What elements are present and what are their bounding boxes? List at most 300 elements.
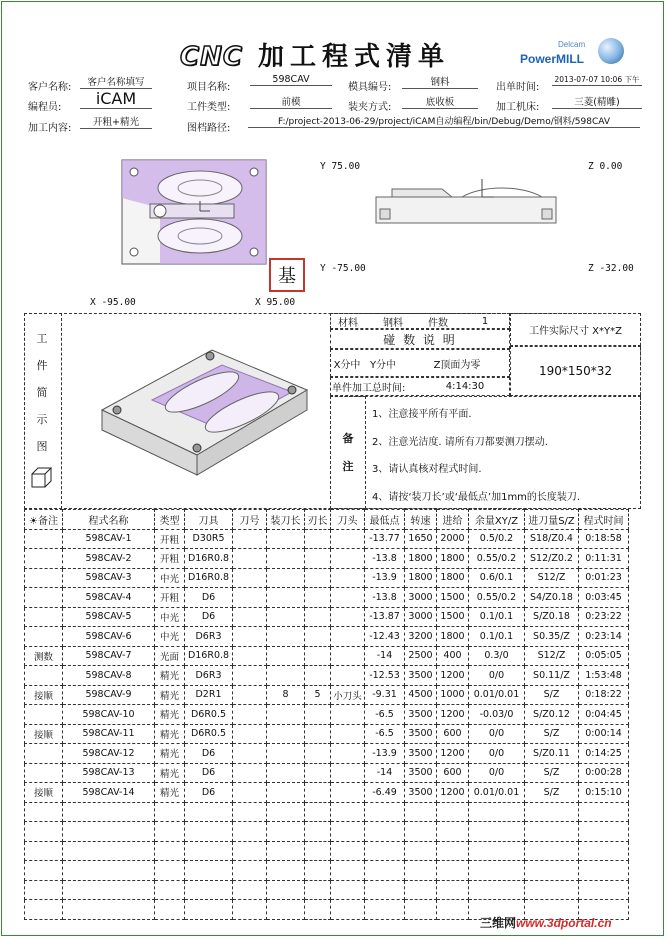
table-cell xyxy=(331,841,365,861)
table-cell: 1000 xyxy=(437,685,469,705)
table-cell xyxy=(233,588,267,608)
table-cell xyxy=(267,763,305,783)
table-cell xyxy=(437,802,469,822)
table-cell xyxy=(579,822,629,842)
column-header: 装刀长 xyxy=(267,510,305,530)
empty-table-row xyxy=(25,802,629,822)
table-cell xyxy=(63,900,155,920)
table-cell xyxy=(305,549,331,569)
table-cell: 0:23:22 xyxy=(579,607,629,627)
table-cell: 0:00:14 xyxy=(579,724,629,744)
mold-label: 模具编号: xyxy=(348,82,392,93)
coord-y-bottom: Y -75.00 xyxy=(320,263,366,274)
title-text: 加工程式清单 xyxy=(257,42,450,72)
table-cell: 598CAV-1 xyxy=(63,529,155,549)
table-cell: 598CAV-6 xyxy=(63,627,155,647)
logo-brand: PowerMILL xyxy=(520,52,585,66)
watermark xyxy=(480,914,612,931)
empty-table-row xyxy=(25,841,629,861)
table-cell: S/Z0.11 xyxy=(525,744,579,764)
logo-sub: Delcam xyxy=(558,40,586,49)
table-cell xyxy=(469,822,525,842)
table-cell xyxy=(267,646,305,666)
remarks-label-cell xyxy=(330,396,366,509)
table-row xyxy=(25,549,629,569)
table-cell xyxy=(185,822,233,842)
table-cell xyxy=(267,666,305,686)
table-cell: -12.43 xyxy=(365,627,405,647)
column-header: 进刀量S/Z xyxy=(525,510,579,530)
table-cell: 0.1/0.1 xyxy=(469,627,525,647)
note-2: 2、注意光洁度. 请所有刀都要测刀摆动. xyxy=(372,437,548,448)
table-cell: 接顺 xyxy=(25,724,63,744)
table-cell xyxy=(305,744,331,764)
table-cell: S12/Z xyxy=(525,568,579,588)
table-cell: S12/Z xyxy=(525,646,579,666)
table-cell: 1:53:48 xyxy=(579,666,629,686)
side-view-drawing xyxy=(372,175,560,230)
table-cell xyxy=(331,724,365,744)
table-cell: 0.5/0.2 xyxy=(469,529,525,549)
table-cell xyxy=(63,861,155,881)
table-cell: D6 xyxy=(185,744,233,764)
table-cell: 精光 xyxy=(155,666,185,686)
table-cell: S18/Z0.4 xyxy=(525,529,579,549)
table-cell: 598CAV-10 xyxy=(63,705,155,725)
path-label: 图档路径: xyxy=(187,123,231,134)
table-cell xyxy=(331,705,365,725)
table-cell: 0:14:25 xyxy=(579,744,629,764)
table-cell: D2R1 xyxy=(185,685,233,705)
table-cell: 0:18:22 xyxy=(579,685,629,705)
table-cell: 598CAV-14 xyxy=(63,783,155,803)
page-title xyxy=(180,36,450,73)
table-cell: 0:04:45 xyxy=(579,705,629,725)
table-cell xyxy=(233,802,267,822)
globe-icon xyxy=(598,38,624,64)
note-1: 1、注意接平所有平面. xyxy=(372,409,472,420)
machine-value: 三菱(精雕) xyxy=(552,94,642,109)
table-cell xyxy=(233,685,267,705)
table-row xyxy=(25,646,629,666)
table-cell xyxy=(25,900,63,920)
table-cell: 精光 xyxy=(155,685,185,705)
table-cell xyxy=(63,822,155,842)
table-cell: 2500 xyxy=(405,646,437,666)
table-cell: 0.3/0 xyxy=(469,646,525,666)
size-value: 190*150*32 xyxy=(538,364,613,378)
table-cell xyxy=(525,841,579,861)
table-cell: -13.87 xyxy=(365,607,405,627)
table-cell xyxy=(25,627,63,647)
table-cell xyxy=(185,861,233,881)
table-cell xyxy=(267,705,305,725)
table-cell: 精光 xyxy=(155,724,185,744)
table-cell: 精光 xyxy=(155,744,185,764)
table-cell xyxy=(365,861,405,881)
table-cell: -13.77 xyxy=(365,529,405,549)
table-cell xyxy=(233,724,267,744)
material-label: 材料 xyxy=(338,317,358,329)
table-cell: 0:11:31 xyxy=(579,549,629,569)
table-cell xyxy=(305,880,331,900)
powermill-logo xyxy=(518,38,628,72)
side-label-3: 简 xyxy=(36,386,48,399)
table-cell: S/Z xyxy=(525,685,579,705)
table-cell: -6.49 xyxy=(365,783,405,803)
table-cell xyxy=(331,880,365,900)
table-cell: 3500 xyxy=(405,744,437,764)
table-row xyxy=(25,627,629,647)
table-cell xyxy=(331,763,365,783)
table-cell xyxy=(405,802,437,822)
table-row xyxy=(25,685,629,705)
table-cell xyxy=(267,549,305,569)
table-cell xyxy=(25,705,63,725)
table-cell: -13.9 xyxy=(365,568,405,588)
table-cell: 600 xyxy=(437,763,469,783)
table-cell: 开粗 xyxy=(155,588,185,608)
table-cell xyxy=(305,841,331,861)
table-cell: D6R0.5 xyxy=(185,705,233,725)
table-cell: 0.1/0.1 xyxy=(469,607,525,627)
note-4: 4、请按‘装刀长’或‘最低点’加1mm的长度装刀. xyxy=(372,492,581,503)
table-cell: S4/Z0.18 xyxy=(525,588,579,608)
table-cell: 测数 xyxy=(25,646,63,666)
table-cell: 1800 xyxy=(405,549,437,569)
table-cell xyxy=(267,588,305,608)
column-header: 刃长 xyxy=(305,510,331,530)
table-cell xyxy=(331,744,365,764)
table-cell xyxy=(25,568,63,588)
coord-x-left: X -95.00 xyxy=(90,297,136,308)
table-cell: 598CAV-5 xyxy=(63,607,155,627)
column-header: 转速 xyxy=(405,510,437,530)
table-cell xyxy=(331,646,365,666)
table-cell xyxy=(305,646,331,666)
content-label: 加工内容: xyxy=(28,123,72,134)
table-cell: S12/Z0.2 xyxy=(525,549,579,569)
table-row xyxy=(25,705,629,725)
table-cell xyxy=(25,588,63,608)
table-cell xyxy=(155,861,185,881)
table-cell: -13.9 xyxy=(365,744,405,764)
table-cell: -13.8 xyxy=(365,549,405,569)
remarks-label-2: 注 xyxy=(342,460,354,473)
table-cell xyxy=(365,841,405,861)
table-cell xyxy=(305,861,331,881)
table-cell: 1800 xyxy=(437,568,469,588)
table-cell: 3200 xyxy=(405,627,437,647)
table-cell: D6 xyxy=(185,783,233,803)
table-cell xyxy=(331,802,365,822)
table-cell: D6 xyxy=(185,763,233,783)
table-cell xyxy=(365,880,405,900)
table-cell: 598CAV-8 xyxy=(63,666,155,686)
table-cell: 3500 xyxy=(405,666,437,686)
table-cell xyxy=(469,880,525,900)
programmer-label: 编程员: xyxy=(28,102,62,113)
table-cell xyxy=(233,822,267,842)
count-value: 1 xyxy=(481,315,489,327)
column-header: 程式时间 xyxy=(579,510,629,530)
table-cell: -0.03/0 xyxy=(469,705,525,725)
table-cell xyxy=(25,744,63,764)
column-header: 刀头 xyxy=(331,510,365,530)
table-cell: 0:18:58 xyxy=(579,529,629,549)
table-cell: 0.6/0.1 xyxy=(469,568,525,588)
table-cell: 0.01/0.01 xyxy=(469,783,525,803)
table-cell: -6.5 xyxy=(365,724,405,744)
table-cell xyxy=(437,880,469,900)
table-row xyxy=(25,724,629,744)
table-cell: 0/0 xyxy=(469,666,525,686)
date-value: 2013-07-07 10:06 下午 xyxy=(552,74,642,86)
table-cell xyxy=(331,627,365,647)
table-cell xyxy=(155,802,185,822)
table-cell xyxy=(267,607,305,627)
table-cell xyxy=(233,763,267,783)
table-cell xyxy=(63,841,155,861)
project-label: 项目名称: xyxy=(187,82,231,93)
table-cell xyxy=(579,841,629,861)
table-cell xyxy=(233,861,267,881)
table-cell xyxy=(525,802,579,822)
table-cell: 3500 xyxy=(405,705,437,725)
table-row xyxy=(25,529,629,549)
customer-value: 客户名称填写 xyxy=(80,74,152,89)
table-cell xyxy=(233,841,267,861)
table-cell: 0.01/0.01 xyxy=(469,685,525,705)
table-cell: D30R5 xyxy=(185,529,233,549)
table-cell: -13.8 xyxy=(365,588,405,608)
table-cell: 接顺 xyxy=(25,685,63,705)
table-cell: 光面 xyxy=(155,646,185,666)
table-row xyxy=(25,744,629,764)
watermark-url: www.3dportal.cn xyxy=(516,916,612,930)
table-row xyxy=(25,607,629,627)
top-view-drawing xyxy=(120,158,270,268)
column-header: 余量XY/Z xyxy=(469,510,525,530)
table-cell xyxy=(437,861,469,881)
table-cell: 1500 xyxy=(437,607,469,627)
table-cell: 3500 xyxy=(405,783,437,803)
table-cell xyxy=(405,900,437,920)
table-cell: 0.55/0.2 xyxy=(469,549,525,569)
time-value: 4:14:30 xyxy=(445,381,485,392)
table-header-row xyxy=(25,510,629,530)
table-cell: 中光 xyxy=(155,627,185,647)
table-cell xyxy=(405,822,437,842)
table-cell xyxy=(267,841,305,861)
size-label: 工件实际尺寸 X*Y*Z xyxy=(529,326,622,337)
table-cell: S0.35/Z xyxy=(525,627,579,647)
table-cell xyxy=(469,802,525,822)
table-cell xyxy=(25,549,63,569)
table-cell xyxy=(305,763,331,783)
table-cell xyxy=(305,627,331,647)
clamp-value: 底收板 xyxy=(402,94,478,109)
remarks-label-1: 备 xyxy=(342,432,354,445)
mold-value: 钢料 xyxy=(402,74,478,89)
table-cell: 3000 xyxy=(405,607,437,627)
table-cell xyxy=(365,822,405,842)
table-cell xyxy=(331,607,365,627)
table-cell: 1200 xyxy=(437,666,469,686)
operations-table xyxy=(24,509,629,920)
table-cell xyxy=(305,568,331,588)
table-cell: 3500 xyxy=(405,763,437,783)
table-cell xyxy=(579,861,629,881)
clamp-label: 装夹方式: xyxy=(348,102,392,113)
column-header: 进给 xyxy=(437,510,469,530)
cube-icon xyxy=(30,466,54,490)
table-cell: 1800 xyxy=(437,549,469,569)
table-cell xyxy=(267,627,305,647)
column-header: ☀备注 xyxy=(25,510,63,530)
path-value: F:/project-2013-06-29/project/iCAM自动编程/bin/Debug/Demo/钢料/598CAV xyxy=(248,114,640,128)
table-cell xyxy=(331,529,365,549)
table-cell xyxy=(155,880,185,900)
table-cell: 598CAV-3 xyxy=(63,568,155,588)
coord-y-top: Y 75.00 xyxy=(320,161,361,172)
table-cell: 5 xyxy=(305,685,331,705)
table-row xyxy=(25,666,629,686)
table-cell xyxy=(331,822,365,842)
table-cell xyxy=(267,822,305,842)
table-cell: 598CAV-9 xyxy=(63,685,155,705)
empty-table-row xyxy=(25,822,629,842)
table-row xyxy=(25,588,629,608)
table-cell: D6 xyxy=(185,588,233,608)
table-cell: 1650 xyxy=(405,529,437,549)
table-cell xyxy=(267,900,305,920)
table-cell xyxy=(525,880,579,900)
coord-x-right: X 95.00 xyxy=(255,297,296,308)
table-cell xyxy=(25,763,63,783)
table-cell xyxy=(233,549,267,569)
table-cell xyxy=(405,861,437,881)
table-cell xyxy=(267,861,305,881)
table-cell: 1200 xyxy=(437,783,469,803)
table-cell: 0:05:05 xyxy=(579,646,629,666)
table-cell: 精光 xyxy=(155,705,185,725)
table-cell: 0.55/0.2 xyxy=(469,588,525,608)
table-cell xyxy=(267,744,305,764)
table-cell: D6R3 xyxy=(185,627,233,647)
table-cell xyxy=(437,822,469,842)
table-cell xyxy=(267,802,305,822)
table-cell: 0:15:10 xyxy=(579,783,629,803)
table-cell xyxy=(185,841,233,861)
table-cell xyxy=(331,666,365,686)
table-cell: 4500 xyxy=(405,685,437,705)
table-cell xyxy=(25,529,63,549)
table-cell: S/Z xyxy=(525,763,579,783)
table-cell: -14 xyxy=(365,646,405,666)
table-cell xyxy=(63,802,155,822)
table-cell xyxy=(305,900,331,920)
column-header: 类型 xyxy=(155,510,185,530)
table-cell: 0/0 xyxy=(469,763,525,783)
table-cell xyxy=(155,841,185,861)
table-cell xyxy=(25,802,63,822)
table-cell xyxy=(267,568,305,588)
coord-z-bottom: Z -32.00 xyxy=(588,263,634,274)
y-mid: Y分中 xyxy=(369,359,397,371)
table-cell: D6 xyxy=(185,607,233,627)
table-cell: 0:01:23 xyxy=(579,568,629,588)
table-cell: 0:23:14 xyxy=(579,627,629,647)
table-cell xyxy=(185,802,233,822)
table-cell xyxy=(233,783,267,803)
side-label-4: 示 xyxy=(36,413,48,426)
table-cell xyxy=(469,841,525,861)
table-cell xyxy=(469,861,525,881)
table-cell: 8 xyxy=(267,685,305,705)
table-cell: 3500 xyxy=(405,724,437,744)
table-cell xyxy=(25,861,63,881)
project-value: 598CAV xyxy=(250,74,332,86)
table-cell: 598CAV-13 xyxy=(63,763,155,783)
table-cell: 598CAV-4 xyxy=(63,588,155,608)
table-cell xyxy=(267,529,305,549)
table-cell: 开粗 xyxy=(155,549,185,569)
title-cnc: CNC xyxy=(180,42,243,72)
table-cell xyxy=(25,880,63,900)
table-cell: 1200 xyxy=(437,705,469,725)
table-cell xyxy=(525,861,579,881)
workpiece-iso-drawing xyxy=(92,330,312,480)
table-cell: 600 xyxy=(437,724,469,744)
column-header: 最低点 xyxy=(365,510,405,530)
table-cell xyxy=(233,627,267,647)
table-cell xyxy=(233,568,267,588)
material-value: 钢料 xyxy=(383,317,403,329)
touch-label: 碰 数 说 明 xyxy=(383,332,457,347)
watermark-cn: 三维网 xyxy=(480,916,517,930)
empty-table-row xyxy=(25,880,629,900)
table-cell: D6R3 xyxy=(185,666,233,686)
table-cell xyxy=(305,588,331,608)
table-cell: S/Z xyxy=(525,783,579,803)
table-cell xyxy=(405,841,437,861)
table-cell: 精光 xyxy=(155,783,185,803)
table-cell: 小刀头 xyxy=(331,685,365,705)
table-cell: D16R0.8 xyxy=(185,549,233,569)
table-cell xyxy=(267,783,305,803)
table-cell: 精光 xyxy=(155,763,185,783)
table-cell: S/Z0.18 xyxy=(525,607,579,627)
table-cell xyxy=(233,880,267,900)
side-label-5: 图 xyxy=(36,440,48,453)
table-cell xyxy=(25,822,63,842)
table-cell xyxy=(25,607,63,627)
table-row xyxy=(25,568,629,588)
table-cell: D6R0.5 xyxy=(185,724,233,744)
table-cell: 400 xyxy=(437,646,469,666)
table-cell: 1800 xyxy=(405,568,437,588)
table-cell: S0.11/Z xyxy=(525,666,579,686)
part-type-label: 工件类型: xyxy=(187,102,231,113)
table-cell: S/Z xyxy=(525,724,579,744)
table-cell xyxy=(267,724,305,744)
note-3: 3、请认真核对程式时间. xyxy=(372,464,482,475)
table-cell xyxy=(437,900,469,920)
table-cell xyxy=(185,900,233,920)
table-cell xyxy=(579,880,629,900)
table-cell xyxy=(305,529,331,549)
